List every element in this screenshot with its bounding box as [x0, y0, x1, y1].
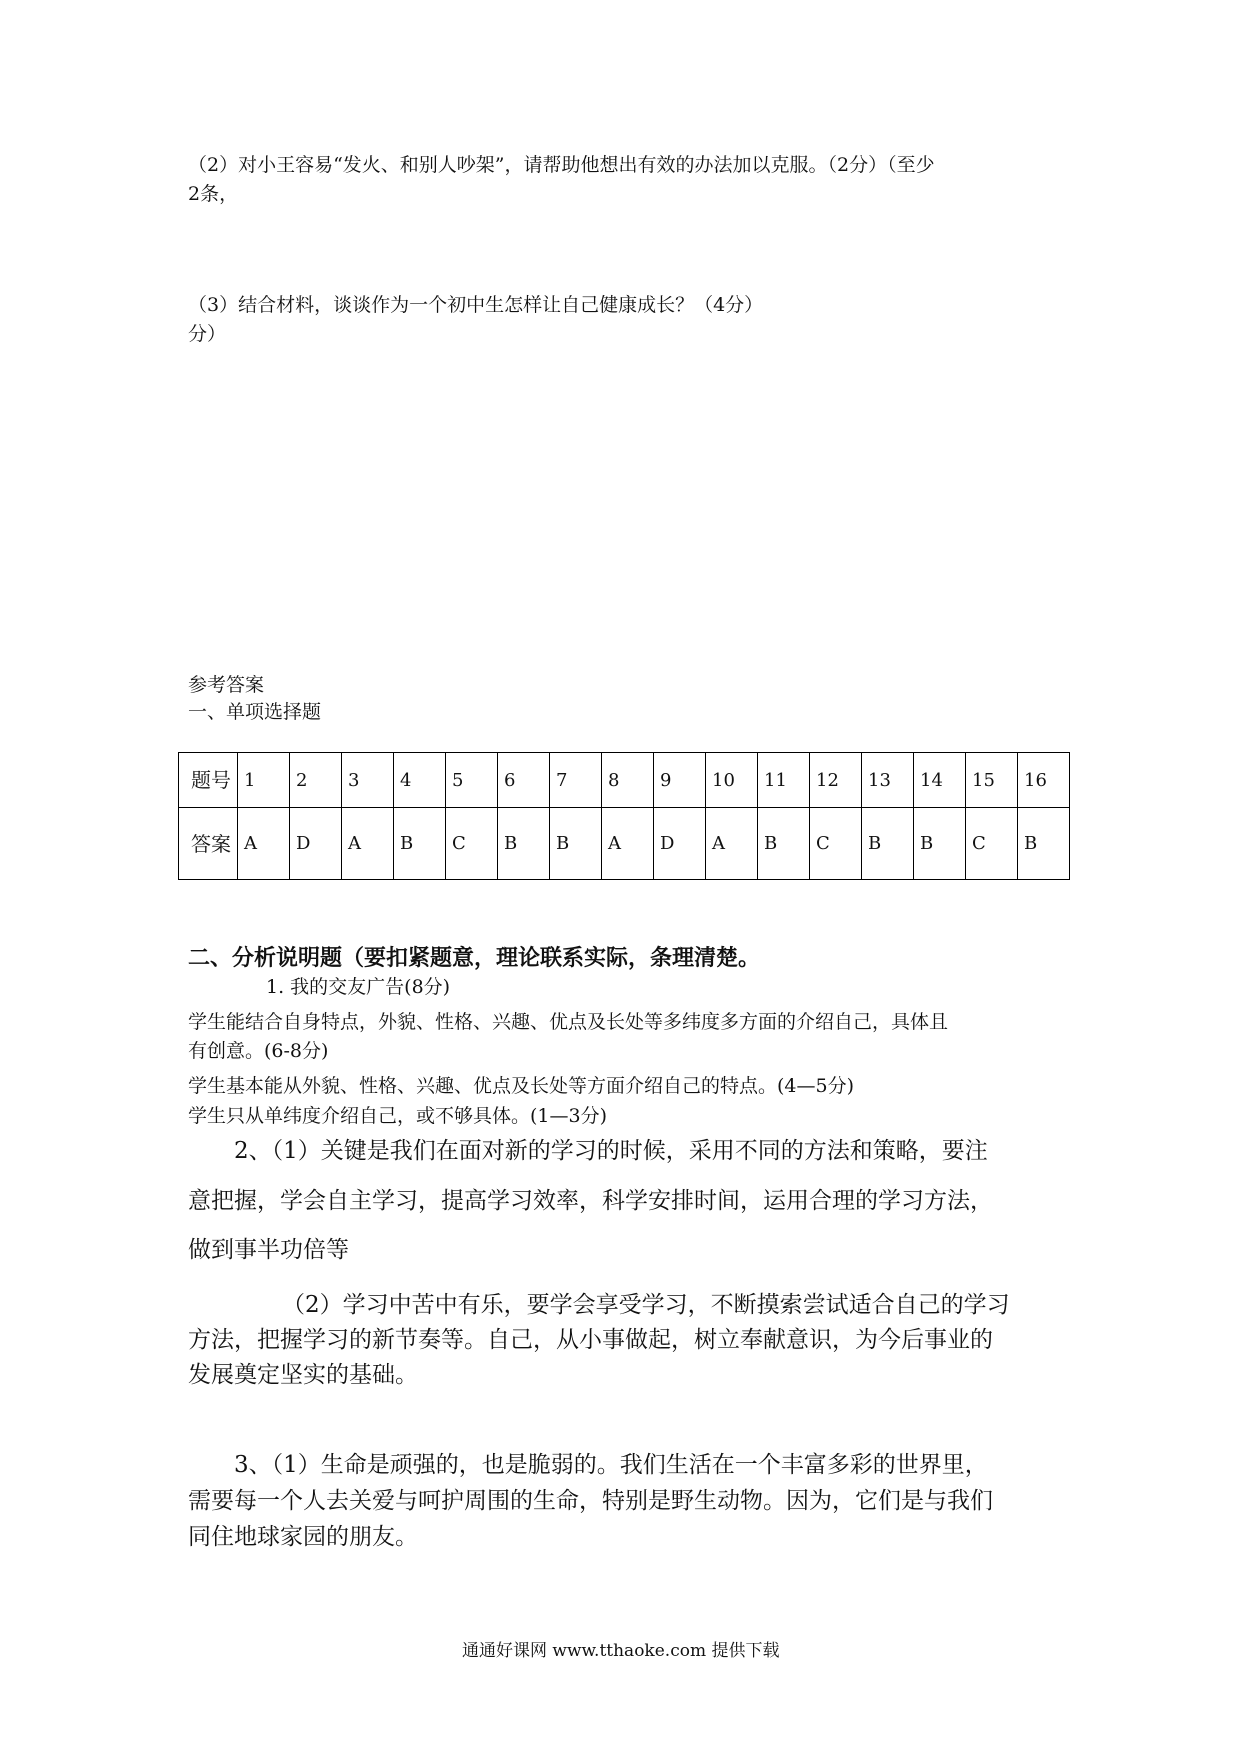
number-cell: 6 [498, 753, 550, 808]
number-cell: 14 [914, 753, 966, 808]
number-cell: 7 [550, 753, 602, 808]
item-1-line: 有创意。(6-8分) [188, 1040, 329, 1062]
item-2-part-2-line: （2）学习中苦中有乐，要学会享受学习，不断摸索尝试适合自己的学习 [282, 1292, 1010, 1318]
number-cell: 1 [238, 753, 290, 808]
number-cell: 16 [1018, 753, 1070, 808]
answers-title: 参考答案 [188, 674, 265, 696]
section-2-heading: 二、分析说明题（要扣紧题意，理论联系实际，条理清楚。 [188, 946, 761, 971]
row-header-answer: 答案 [179, 808, 238, 880]
question-2-line-2: 2条， [188, 183, 239, 205]
item-3-part-1-line: 3、（1）生命是顽强的，也是脆弱的。我们生活在一个丰富多彩的世界里， [234, 1452, 988, 1478]
answer-cell: A [602, 808, 654, 880]
question-2-line-1: （2）对小王容易“发火、和别人吵架”，请帮助他想出有效的办法加以克服。（2分）（至少 [188, 154, 935, 176]
answer-table [178, 752, 1070, 880]
answer-row [179, 808, 1070, 880]
answer-cell: D [654, 808, 706, 880]
answer-cell: C [810, 808, 862, 880]
answer-cell: B [914, 808, 966, 880]
answer-cell: B [1018, 808, 1070, 880]
answer-cell: B [758, 808, 810, 880]
answer-cell: C [446, 808, 498, 880]
question-3-line-2: 分） [188, 323, 227, 345]
number-cell: 5 [446, 753, 498, 808]
item-2-part-2-line: 方法，把握学习的新节奏等。自己，从小事做起，树立奉献意识，为今后事业的 [188, 1327, 993, 1353]
answer-cell: A [342, 808, 394, 880]
answer-cell: B [550, 808, 602, 880]
number-cell: 4 [394, 753, 446, 808]
question-3-line-1: （3）结合材料，谈谈作为一个初中生怎样让自己健康成长？（4分） [188, 294, 764, 316]
item-3-part-1-line: 需要每一个人去关爱与呵护周围的生命，特别是野生动物。因为，它们是与我们 [188, 1488, 993, 1514]
answer-cell: C [966, 808, 1018, 880]
item-1-title: 1. 我的交友广告(8分) [266, 976, 451, 998]
item-2-part-1-line: 意把握，学会自主学习，提高学习效率，科学安排时间，运用合理的学习方法， [188, 1188, 993, 1214]
answer-cell: B [498, 808, 550, 880]
number-cell: 13 [862, 753, 914, 808]
answer-cell: A [706, 808, 758, 880]
item-2-part-2-line: 发展奠定坚实的基础。 [188, 1362, 418, 1388]
number-cell: 8 [602, 753, 654, 808]
item-2-part-1-line: 2、（1）关键是我们在面对新的学习的时候，采用不同的方法和策略，要注 [234, 1138, 988, 1164]
number-cell: 15 [966, 753, 1018, 808]
item-1-line: 学生能结合自身特点，外貌、性格、兴趣、优点及长处等多纬度多方面的介绍自己，具体且 [188, 1011, 949, 1033]
answer-cell: B [862, 808, 914, 880]
page-footer: 通通好课网 www.tthaoke.com 提供下载 [462, 1641, 780, 1661]
answer-cell: B [394, 808, 446, 880]
section-1-heading: 一、单项选择题 [188, 701, 322, 723]
item-2-part-1-line: 做到事半功倍等 [188, 1237, 349, 1263]
item-1-line: 学生基本能从外貌、性格、兴趣、优点及长处等方面介绍自己的特点。(4—5分) [188, 1075, 855, 1097]
number-cell: 12 [810, 753, 862, 808]
answer-cell: D [290, 808, 342, 880]
number-cell: 9 [654, 753, 706, 808]
item-1-line: 学生只从单纬度介绍自己，或不够具体。(1—3分) [188, 1105, 608, 1127]
number-cell: 3 [342, 753, 394, 808]
number-cell: 10 [706, 753, 758, 808]
item-3-part-1-line: 同住地球家园的朋友。 [188, 1524, 418, 1550]
answer-cell: A [238, 808, 290, 880]
question-number-row [179, 753, 1070, 808]
number-cell: 11 [758, 753, 810, 808]
number-cell: 2 [290, 753, 342, 808]
row-header-number: 题号 [179, 753, 238, 808]
